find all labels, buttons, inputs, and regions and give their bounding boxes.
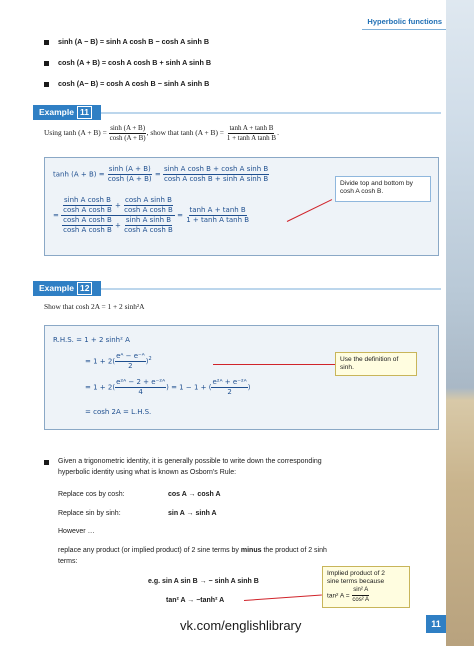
example-11-working xyxy=(44,157,439,256)
however-text: However … xyxy=(58,528,95,535)
example-label: Example xyxy=(39,107,74,117)
section-header: Hyperbolic functions xyxy=(362,14,446,30)
identity-3: cosh (A− B) = cosh A cosh B − sinh A sinh B xyxy=(58,79,210,88)
rule-1-label: Replace cos by cosh: xyxy=(58,491,125,498)
example-11-tag xyxy=(33,105,101,120)
bullet-icon xyxy=(44,61,49,66)
footer-url: vk.com/englishlibrary xyxy=(180,618,302,633)
osborn-intro-2: hyperbolic identity using what is known as Osborn’s Rule: xyxy=(58,469,237,476)
bullet-icon xyxy=(44,82,49,87)
ex12-arrow xyxy=(213,364,335,365)
example-number: 12 xyxy=(77,282,92,295)
ex12-line-1: R.H.S. = 1 + 2 sinh² A xyxy=(53,336,130,344)
page-number: 11 xyxy=(426,615,446,633)
identity-2: cosh (A + B) = cosh A cosh B + sinh A sinh B xyxy=(58,58,212,67)
rule-1-value: cos A → cosh A xyxy=(168,491,221,498)
ex11-arrow xyxy=(287,199,332,222)
example-eg: e.g. sin A sin B → − sinh A sinh B xyxy=(148,578,259,585)
example-label: Example xyxy=(39,283,74,293)
ex11-note: Divide top and bottom by cosh A cosh B. xyxy=(335,176,431,202)
identity-1: sinh (A − B) = sinh A cosh B − cosh A sinh B xyxy=(58,37,210,46)
example-12-rule xyxy=(101,288,441,290)
example-12-working xyxy=(44,325,439,430)
decorative-side-photo xyxy=(446,0,474,646)
ex11-line-1: tanh (A + B) = $\frac{\sinh (A + B)}{\cosh (A + B)}$ = $\frac{\text{sinh A cosh B + cosh A sinh B}}{\text{cosh A cosh B + sinh A sinh B}}$ xyxy=(53,165,269,183)
example-number: 11 xyxy=(77,106,92,119)
example-12-prompt: Show that cosh 2A = 1 + 2 sinh²A xyxy=(44,302,145,311)
tan-rule: tan² A → −tanh² A xyxy=(166,597,225,604)
ex12-line-2: = 1 + 2( $\frac{\text{eᴬ − e⁻ᴬ}}{2}$ )$^2$ xyxy=(85,352,152,370)
ex11-line-2: = $\frac{\text{sinh A cosh B}}{\text{cosh A cosh B}}$ + $\frac{\text{cosh A sinh B}}{\text{cosh A cosh B}}$ $\frac{\text{cosh A cosh B}}{\text{cosh A cosh B}}$ + $\frac{\text{sinh A sinh B}}{\text{cosh A cosh B}}$ = $\frac{\text{tanh A + tanh B}}{\text{1 + tanh A tanh B}}$ xyxy=(53,196,250,234)
ex12-line-4: = cosh 2A = L.H.S. xyxy=(85,408,152,416)
bullet-icon xyxy=(44,460,49,465)
osborn-note: Implied product of 2 sine terms because tan² A = $\frac{\text{sin² A}}{\text{cos² A}}$ xyxy=(322,566,410,608)
ex12-line-3: = 1 + 2( $\frac{\text{e²ᴬ − 2 + e⁻²ᴬ}}{4}$ ) = 1 − 1 + ( $\frac{\text{e²ᴬ + e⁻²ᴬ}}{2}$ ) xyxy=(85,378,251,396)
example-11-prompt: Using tanh (A + B) = $\frac{\sinh (A + B)}{\cosh (A + B)}$ , show that tanh (A + B) = $\frac{\text{tanh A + tanh B}}{\text{1 + tanh A tanh B}}$ . xyxy=(44,124,279,142)
example-11-rule xyxy=(101,112,441,114)
product-rule-2: terms: xyxy=(58,558,78,565)
tan-arrow xyxy=(244,595,322,601)
osborn-intro-1: Given a trigonometric identity, it is generally possible to write down the corresponding xyxy=(58,458,322,465)
ex12-note: Use the definition of sinh. xyxy=(335,352,417,376)
rule-2-label: Replace sin by sinh: xyxy=(58,510,121,517)
example-12-tag xyxy=(33,281,101,296)
product-rule-1: replace any product (or implied product) of 2 sine terms by minus the product of 2 sinh xyxy=(58,547,327,554)
bullet-icon xyxy=(44,40,49,45)
rule-2-value: sin A → sinh A xyxy=(168,510,217,517)
